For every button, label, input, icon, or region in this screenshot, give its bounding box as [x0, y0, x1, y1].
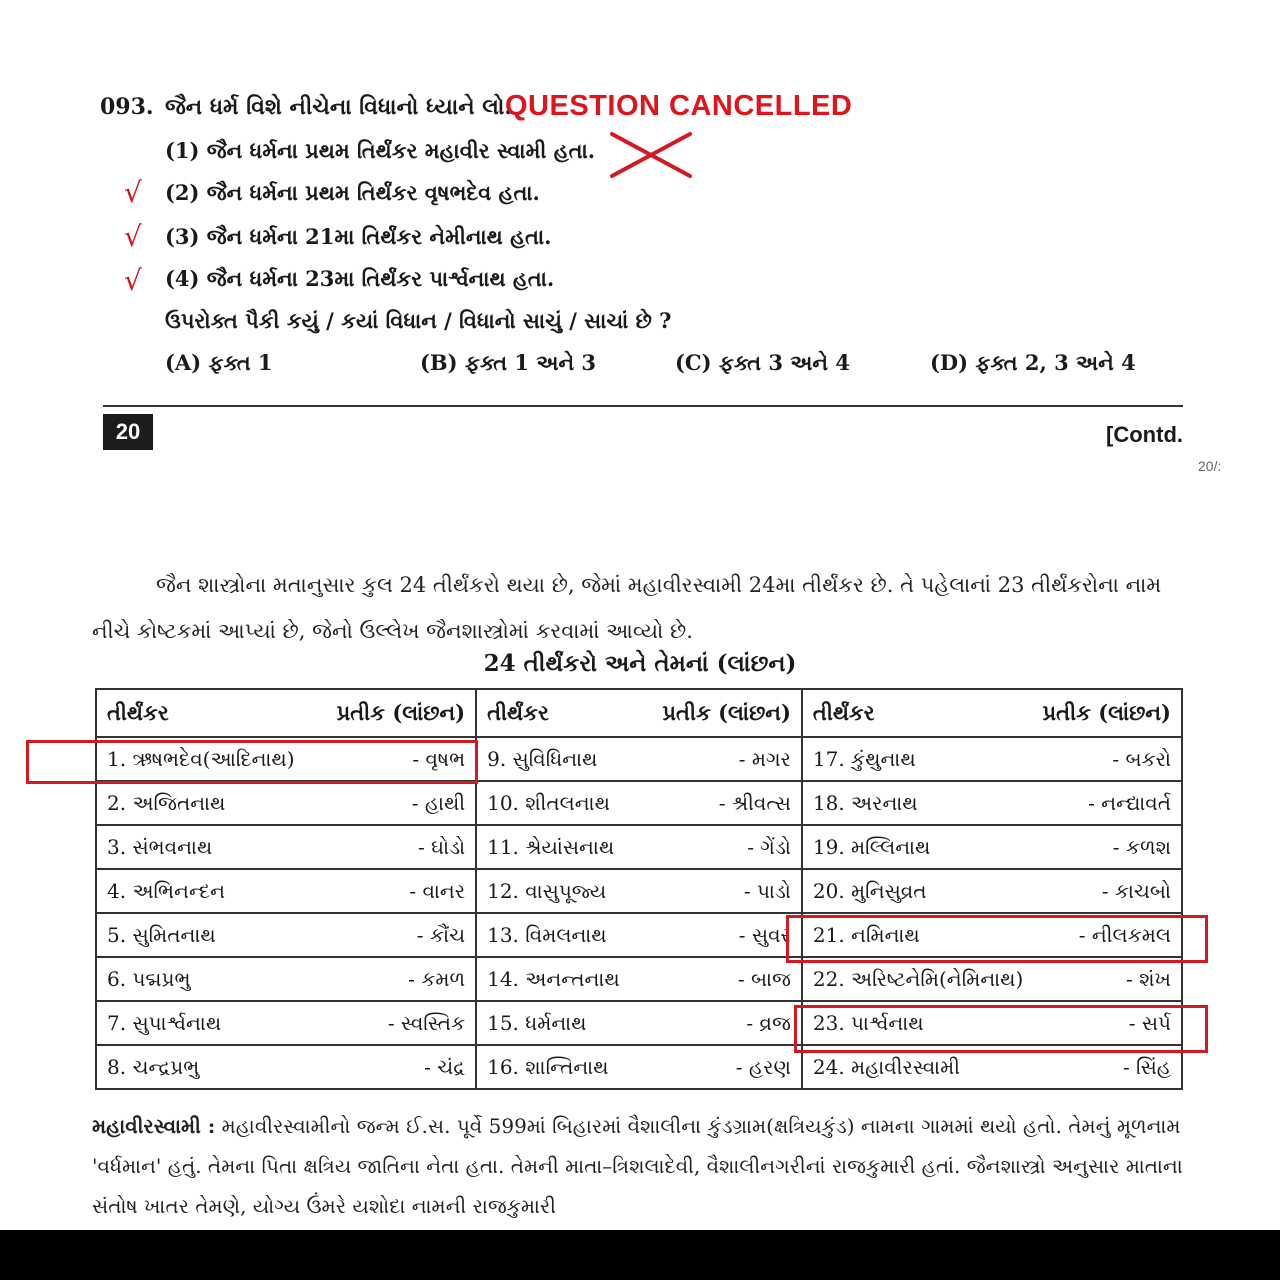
table-cell: [476, 737, 802, 781]
tirthankar-name: 10. શીતલનાથ: [487, 791, 610, 815]
header-cell: [476, 689, 802, 737]
table-cell: [476, 1045, 802, 1089]
table-cell: [96, 781, 476, 825]
tirthankar-symbol: - શંખ: [1126, 967, 1171, 991]
tirthankar-name: 23. પાર્શ્વનાથ: [812, 1011, 924, 1035]
question-cancelled-stamp: QUESTION CANCELLED: [505, 90, 853, 122]
option-b: (B) ફક્ત 1 અને 3: [420, 350, 597, 375]
tirthankar-symbol: - હાથી: [411, 791, 466, 815]
tirthankar-name: 17. કુંથુનાથ: [812, 747, 916, 771]
option-a: (A) ફક્ત 1: [165, 350, 273, 375]
tirthankar-name: 22. અરિષ્ટનેમિ(નેમિનાથ): [812, 967, 1024, 991]
table-cell: [96, 957, 476, 1001]
tirthankar-symbol: - બકરો: [1112, 747, 1171, 771]
table-cell: [96, 825, 476, 869]
statement-3: (3) જૈન ધર્મના 21મા તિર્થંકર નેમીનાથ હતા.: [165, 224, 552, 249]
tirthankar-symbol: - બાજ: [737, 967, 791, 991]
contd-label: [Contd.: [1106, 422, 1183, 447]
page-ref: 20/:: [1198, 458, 1222, 474]
table-cell: [802, 957, 1182, 1001]
highlight-box-naminath: [786, 915, 1208, 963]
option-c: (C) ફક્ત 3 અને 4: [675, 350, 851, 375]
tirthankar-symbol: - શ્રીવત્સ: [718, 791, 791, 815]
tirthankar-symbol: - વાનર: [409, 879, 466, 903]
tirthankar-name: 9. સુવિધિનાથ: [487, 747, 598, 771]
table-row: [96, 869, 1182, 913]
header-symbol: પ્રતીક (લાંછન): [336, 700, 466, 725]
question-prompt: ઉપરોક્ત પૈકી કયું / કયાં વિધાન / વિધાનો સાચું / સાચાં છે ?: [165, 308, 672, 333]
table-row: [96, 825, 1182, 869]
tirthankar-name: 3. સંભવનાથ: [107, 835, 213, 859]
statement-4: (4) જૈન ધર્મના 23મા તિર્થંકર પાર્શ્વનાથ હતા.: [165, 266, 555, 291]
table-title: 24 તીર્થંકરો અને તેમનાં (લાંછન): [483, 650, 797, 677]
table-cell: [476, 869, 802, 913]
tirthankar-symbol: - સિંહ: [1122, 1055, 1171, 1079]
tirthankar-name: 19. મલ્લિનાથ: [812, 835, 931, 859]
header-name: તીર્થંકર: [812, 700, 875, 725]
tirthankar-name: 14. અનન્તનાથ: [487, 967, 620, 991]
mahavir-paragraph: [92, 1106, 1184, 1226]
tirthankar-name: 11. શ્રેયાંસનાથ: [487, 835, 615, 859]
tirthankar-name: 16. શાન્તિનાથ: [487, 1055, 609, 1079]
tirthankar-symbol: - ઘોડો: [417, 835, 466, 859]
paragraph-text: મહાવીરસ્વામીનો જન્મ ઈ.સ. પૂર્વે 599માં બિહારમાં વૈશાલીના કુંડગ્રામ(ક્ષત્રિયકુંડ) નામના ગામમાં થયો હતો. તેમનું મૂળનામ 'વર્ધમાન' હતું. તેમના પિતા ક્ષત્રિય જાતિના નેતા હતા. તેમની માતા–ત્રિશલાદેવી, વૈશાલીનગરીનાં રાજકુમારી હતાં. જૈનશાસ્ત્રો અનુસાર માતાના સંતોષ ખાતર તેમણે, યોગ્ય ઉંમરે યશોદા નામની રાજકુમારી: [92, 1114, 1183, 1218]
question-number: 093.: [100, 94, 154, 120]
tirthankar-symbol: - ચંદ્ર: [424, 1055, 466, 1079]
highlight-box-parshvanath: [794, 1005, 1208, 1053]
statement-1: (1) જૈન ધર્મના પ્રથમ તિર્થંકર મહાવીર સ્વામી હતા.: [165, 138, 596, 163]
tirthankar-symbol: - વ્રજ: [746, 1011, 791, 1035]
tirthankar-symbol: - સુવર: [738, 923, 791, 947]
table-row: [96, 781, 1182, 825]
tirthankar-name: 21. નમિનાથ: [812, 923, 920, 947]
tirthankar-symbol: - હરણ: [735, 1055, 791, 1079]
tick-mark-icon: √: [124, 264, 142, 297]
bottom-black-bar: [0, 1230, 1280, 1280]
table-cell: [96, 913, 476, 957]
tirthankar-symbol: - કમળ: [408, 967, 466, 991]
tirthankar-symbol: - વૃષભ: [412, 747, 466, 771]
header-symbol: પ્રતીક (લાંછન): [1042, 700, 1171, 725]
table-cell: [802, 825, 1182, 869]
table-cell: [476, 957, 802, 1001]
tirthankar-name: 4. અભિનન્દન: [107, 879, 226, 903]
tick-mark-icon: √: [124, 176, 142, 209]
tirthankar-name: 24. મહાવીરસ્વામી: [812, 1055, 960, 1079]
tirthankar-name: 20. મુનિસુવ્રત: [812, 879, 927, 903]
table-cell: [476, 913, 802, 957]
tirthankar-symbol: - નન્દ્યાવર્ત: [1088, 791, 1171, 815]
tirthankar-name: 7. સુપાર્શ્વનાથ: [107, 1011, 222, 1035]
tick-mark-icon: √: [124, 220, 142, 253]
intro-paragraph: જૈન શાસ્ત્રોના મતાનુસાર કુલ 24 તીર્થંકરો થયા છે, જેમાં મહાવીરસ્વામી 24મા તીર્થંકર છે. તે પહેલાનાં 23 તીર્થંકરોના નામ નીચે કોષ્ટકમાં આપ્યાં છે, જેનો ઉલ્લેખ જૈનશાસ્ત્રોમાં કરવામાં આવ્યો છે.: [92, 573, 1162, 643]
tirthankar-symbol: - પાડો: [743, 879, 791, 903]
tirthankar-symbol: - મગર: [738, 747, 791, 771]
tirthankar-symbol: - સર્પ: [1128, 1011, 1171, 1035]
cross-mark-icon: [606, 128, 696, 182]
tirthankar-name: 1. ઋષભદેવ(આદિનાથ): [107, 747, 295, 771]
tirthankar-name: 6. પદ્મપ્રભુ: [107, 967, 191, 991]
tirthankar-name: 13. વિમલનાથ: [487, 923, 607, 947]
question-stem: જૈન ધર્મ વિશે નીચેના વિધાનો ધ્યાને લો.: [165, 94, 513, 120]
tirthankar-symbol: - કૌંચ: [416, 923, 466, 947]
tirthankar-name: 5. સુમિતનાથ: [107, 923, 216, 947]
highlight-box-rishabhdev: [26, 740, 478, 784]
table-cell: [96, 1045, 476, 1089]
option-d: (D) ફક્ત 2, 3 અને 4: [930, 350, 1136, 375]
tirthankar-name: 2. અજિતનાથ: [107, 791, 226, 815]
table-cell: [96, 1001, 476, 1045]
tirthankar-symbol: - કળશ: [1112, 835, 1171, 859]
header-cell: [802, 689, 1182, 737]
header-symbol: પ્રતીક (લાંછન): [662, 700, 791, 725]
tirthankar-name: 8. ચન્દ્રપ્રભુ: [107, 1055, 200, 1079]
table-cell: [96, 869, 476, 913]
table-cell: [802, 737, 1182, 781]
table-row: [96, 957, 1182, 1001]
tirthankar-symbol: - ગેંડો: [747, 835, 791, 859]
page-divider: [103, 405, 1183, 407]
paragraph-lead: મહાવીરસ્વામી :: [92, 1114, 216, 1138]
header-cell: [96, 689, 476, 737]
table-header-row: [96, 689, 1182, 737]
tirthankar-symbol: - કાચબો: [1101, 879, 1171, 903]
table-cell: [476, 781, 802, 825]
table-cell: [802, 869, 1182, 913]
table-cell: [476, 1001, 802, 1045]
tirthankar-name: 18. અરનાથ: [812, 791, 918, 815]
header-name: તીર્થંકર: [487, 700, 549, 725]
tirthankar-symbol: - નીલકમલ: [1078, 923, 1171, 947]
statement-2: (2) જૈન ધર્મના પ્રથમ તિર્થંકર વૃષભદેવ હતા.: [165, 180, 540, 205]
table-cell: [802, 781, 1182, 825]
page-number-badge: 20: [103, 414, 153, 450]
tirthankar-symbol: - સ્વસ્તિક: [387, 1011, 466, 1035]
table-cell: [476, 825, 802, 869]
tirthankar-name: 15. ધર્મનાથ: [487, 1011, 587, 1035]
tirthankar-name: 12. વાસુપૂજ્ય: [487, 879, 607, 903]
header-name: તીર્થંકર: [107, 700, 169, 725]
